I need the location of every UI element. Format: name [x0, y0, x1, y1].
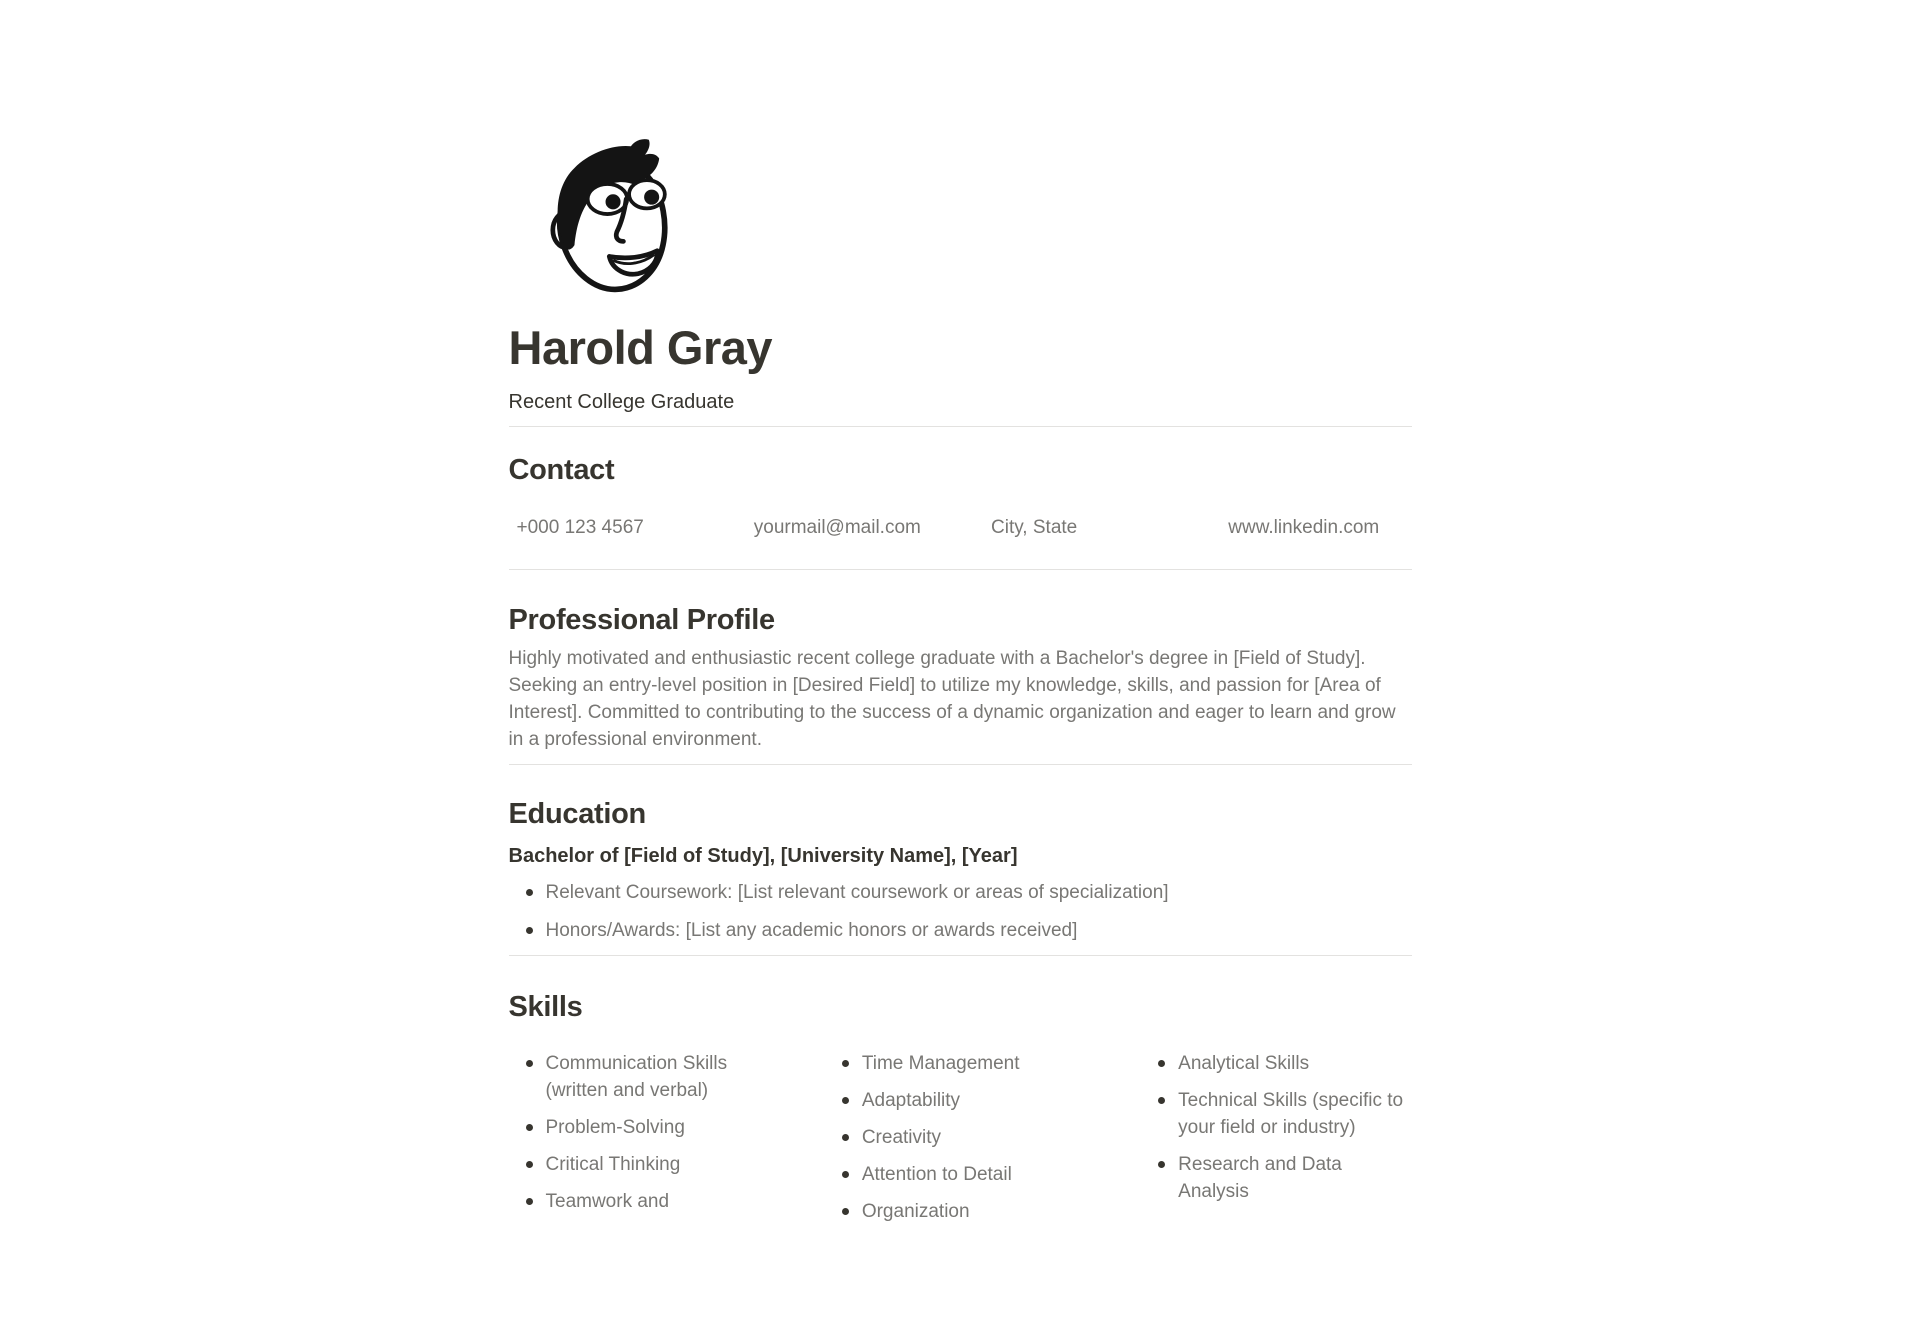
education-degree: Bachelor of [Field of Study], [University Name], [Year]: [508, 845, 1018, 867]
skills-column-1: [509, 1050, 779, 1235]
contact-email: yourmail@mail.com: [753, 517, 921, 538]
list-item-text: Problem-Solving: [545, 1117, 685, 1138]
bullet-icon: [526, 1198, 533, 1205]
list-item-text: Creativity: [861, 1127, 942, 1148]
page-subtitle: Recent College Graduate: [508, 391, 735, 413]
list-item: [1141, 1151, 1411, 1205]
bullet-icon: [1158, 1060, 1165, 1067]
list-item-text: Organization: [861, 1201, 970, 1222]
list-item: [825, 1050, 1095, 1077]
section-contact: [509, 452, 1412, 541]
contact-row: [509, 514, 1412, 541]
list-item: [509, 1050, 779, 1104]
skills-list: [509, 1050, 779, 1215]
list-item-text: Technical Skills (specific to your field or industry): [1178, 1090, 1404, 1138]
section-education: [509, 796, 1412, 944]
bullet-icon: [842, 1097, 849, 1104]
list-item-text: Critical Thinking: [545, 1154, 681, 1175]
list-item-text: Adaptability: [861, 1090, 961, 1111]
professional-profile-heading: Professional Profile: [508, 604, 775, 636]
divider: [509, 955, 1412, 956]
contact-phone: +000 123 4567: [516, 517, 644, 538]
list-item-text: Attention to Detail: [861, 1164, 1012, 1185]
divider: [509, 426, 1412, 427]
list-item: [1141, 1050, 1411, 1077]
bullet-icon: [842, 1134, 849, 1141]
bullet-icon: [842, 1208, 849, 1215]
skills-column-3: [1141, 1050, 1411, 1235]
list-item-text: Time Management: [861, 1053, 1020, 1074]
list-item-text: Honors/Awards: [List any academic honors or awards received]: [545, 920, 1078, 941]
bullet-icon: [526, 1161, 533, 1168]
bullet-icon: [526, 1124, 533, 1131]
bullet-icon: [526, 927, 533, 934]
bullet-icon: [1158, 1097, 1165, 1104]
bullet-icon: [842, 1060, 849, 1067]
bullet-icon: [526, 1060, 533, 1067]
skills-list: [825, 1050, 1095, 1225]
list-item: [509, 1114, 779, 1141]
list-item: [509, 1151, 779, 1178]
list-item-text: Analytical Skills: [1178, 1053, 1310, 1074]
section-professional-profile: [509, 602, 1412, 753]
list-item-text: Teamwork and: [545, 1191, 670, 1212]
contact-location: City, State: [991, 517, 1078, 538]
list-item-text: Relevant Coursework: [List relevant coursework or areas of specialization]: [545, 882, 1169, 903]
education-bullet-list: [509, 879, 1412, 944]
man-with-glasses-icon: [523, 135, 673, 295]
avatar-illustration: [523, 135, 673, 295]
list-item: [1141, 1087, 1411, 1141]
resume-page: [509, 135, 1412, 1235]
list-item: [509, 1188, 779, 1215]
contact-website: www.linkedin.com: [1228, 517, 1380, 538]
list-item-text: Communication Skills (written and verbal): [545, 1053, 728, 1101]
skills-list: [1141, 1050, 1411, 1205]
skills-columns: [509, 1050, 1412, 1235]
page-title: Harold Gray: [508, 321, 773, 374]
list-item: [825, 1198, 1095, 1225]
list-item: [825, 1087, 1095, 1114]
contact-heading: Contact: [508, 454, 615, 486]
bullet-icon: [1158, 1161, 1165, 1168]
list-item: [509, 917, 1412, 944]
divider: [509, 764, 1412, 765]
list-item-text: Research and Data Analysis: [1178, 1154, 1342, 1202]
list-item: [825, 1124, 1095, 1151]
list-item: [825, 1161, 1095, 1188]
bullet-icon: [526, 889, 533, 896]
section-skills: [509, 989, 1412, 1235]
professional-profile-text: Highly motivated and enthusiastic recent college graduate with a Bachelor's degree in [Field of Study]. Seeking an entry-level position in [Desired Field] to utilize my knowledge, skills, and passion for [Area of Interest]. Committed to contributing to the success of a dynamic organization and eager to learn and grow in a professional environment.: [508, 648, 1396, 750]
skills-column-2: [825, 1050, 1095, 1235]
list-item: [509, 879, 1412, 906]
divider: [509, 569, 1412, 570]
skills-heading: Skills: [508, 991, 583, 1023]
education-heading: Education: [508, 798, 646, 830]
bullet-icon: [842, 1171, 849, 1178]
